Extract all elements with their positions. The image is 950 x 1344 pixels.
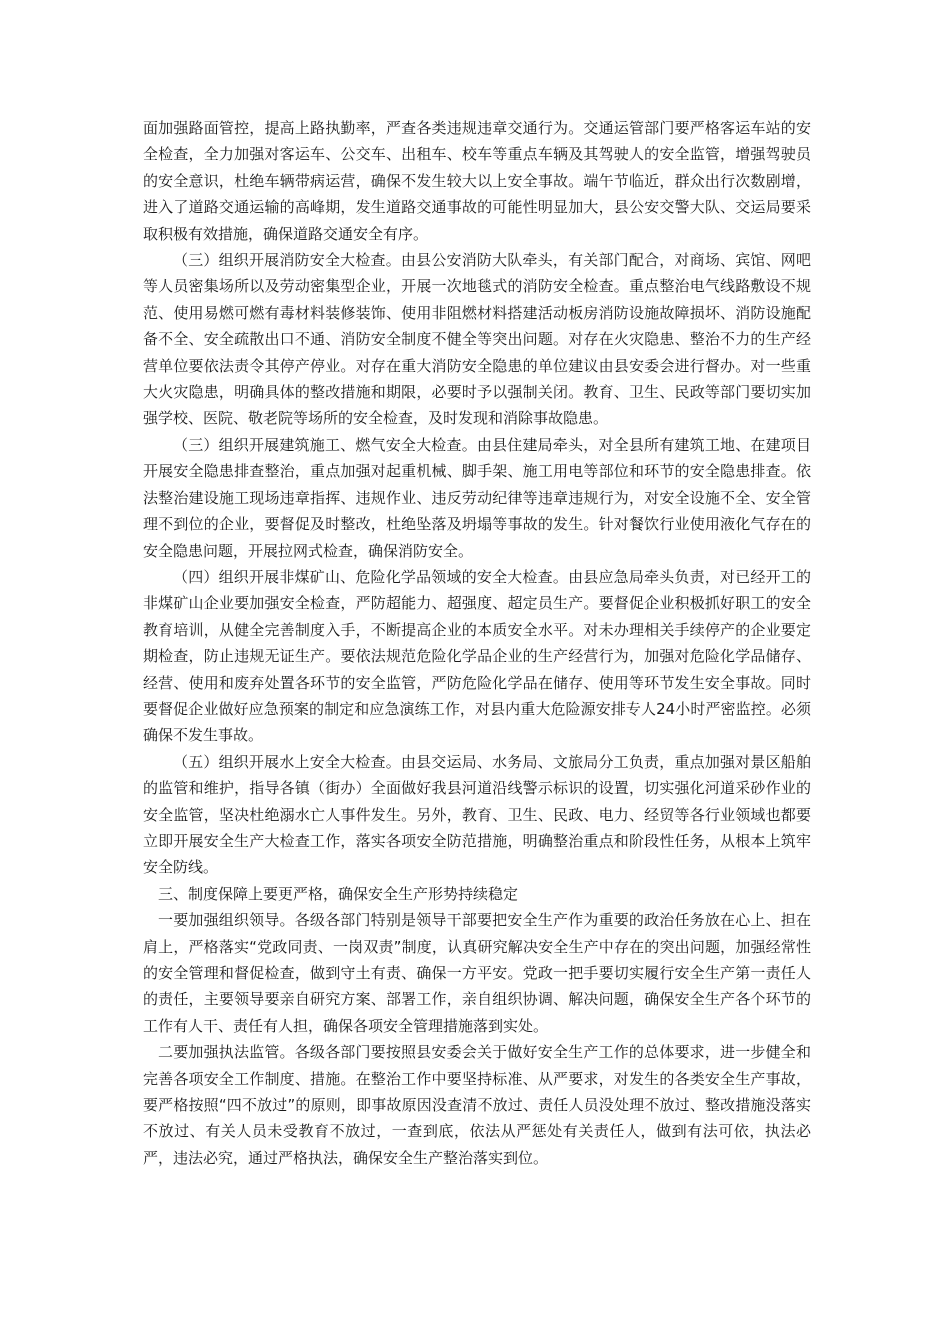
paragraph-fire-safety: （三）组织开展消防安全大检查。由县公安消防大队牵头，有关部门配合，对商场、宾馆、网吧等人员密集场所以及劳动密集型企业，开展一次地毯式的消防安全检查。重点整治电气线路敷设不规范、使用易燃可燃有毒材料装修装饰、使用非阻燃材料搭建活动板房消防设施故障损坏、消防设施配备不全、安全疏散出口不通、消防安全制度不健全等突出问题。对存在火灾隐患、整治不力的生产经营单位要依法责令其停产停业。对存在重大消防安全隐患的单位建议由县安委会进行督办。对一些重大火灾隐患，明确具体的整改措施和期限，必要时予以强制关闭。教育、卫生、民政等部门要切实加强学校、医院、敬老院等场所的安全检查，及时发现和消除事故隐患。 [143, 251, 811, 428]
paragraph-road-traffic: 面加强路面管控，提高上路执勤率，严查各类违规违章交通行为。交通运管部门要严格客运车站的安全检查，全力加强对客运车、公交车、出租车、校车等重点车辆及其驾驶人的安全监管，增强驾驶员的安全意识，杜绝车辆带病运营，确保不发生较大以上安全事故。端午节临近，群众出行次数剧增，进入了道路交通运输的高峰期，发生道路交通事故的可能性明显加大，县公安交警大队、交运局要采取积极有效措施，确保道路交通安全有序。 [143, 119, 811, 243]
paragraph-construction-gas: （三）组织开展建筑施工、燃气安全大检查。由县住建局牵头，对全县所有建筑工地、在建项目开展安全隐患排查整治，重点加强对起重机械、脚手架、施工用电等部位和环节的安全隐患排查。依法整治建设施工现场违章指挥、违规作业、违反劳动纪律等违章违规行为，对安全设施不全、安全管理不到位的企业，要督促及时整改，杜绝坠落及坍塌等事故的发生。针对餐饮行业使用液化气存在的安全隐患问题，开展拉网式检查，确保消防安全。 [143, 435, 811, 560]
paragraph-leadership: 一要加强组织领导。各级各部门特别是领导干部要把安全生产作为重要的政治任务放在心上、担在肩上，严格落实“党政同责、一岗双责”制度，认真研究解决安全生产中存在的突出问题，加强经常性的安全管理和督促检查，做到守土有责、确保一方平安。党政一把手要切实履行安全生产第一责任人的责任，主要领导要亲自研究方案、部署工作，亲自组织协调、解决问题，确保安全生产各个环节的工作有人干、责任有人担，确保各项安全管理措施落到实处。 [143, 911, 811, 1035]
document-body [143, 115, 811, 1171]
paragraph-mining-chemicals: （四）组织开展非煤矿山、危险化学品领域的安全大检查。由县应急局牵头负责，对已经开工的非煤矿山企业要加强安全检查，严防超能力、超强度、超定员生产。要督促企业积极抓好职工的安全教育培训，从健全完善制度入手，不断提高企业的本质安全水平。对未办理相关手续停产的企业要定期检查，防止违规无证生产。要依法规范危险化学品企业的生产经营行为，加强对危险化学品储存、经营、使用和废弃处置各环节的安全监管，严防危险化学品在储存、使用等环节发生安全事故。同时要督促企业做好应急预案的制定和应急演练工作，对县内重大危险源安排专人24小时严密监控。必须确保不发生事故。 [143, 567, 811, 745]
paragraph-water-safety: （五）组织开展水上安全大检查。由县交运局、水务局、文旅局分工负责，重点加强对景区船舶的监管和维护，指导各镇（街办）全面做好我县河道沿线警示标识的设置，切实强化河道采砂作业的安全监管，坚决杜绝溺水亡人事件发生。另外，教育、卫生、民政、电力、经贸等各行业领域也都要立即开展安全生产大检查工作，落实各项安全防范措施，明确整治重点和阶段性任务，从根本上筑牢安全防线。 [143, 752, 811, 877]
paragraph-enforcement: 二要加强执法监管。各级各部门要按照县安委会关于做好安全生产工作的总体要求，进一步健全和完善各项安全工作制度、措施。在整治工作中要坚持标准、从严要求，对发生的各类安全生产事故，要严格按照“四不放过”的原则，即事故原因没查清不放过、责任人员没处理不放过、整改措施没落实不放过、有关人员未受教育不放过，一查到底，依法从严惩处有关责任人，做到有法可依，执法必严，违法必究，通过严格执法，确保安全生产整治落实到位。 [143, 1043, 811, 1167]
section-heading-institutional: 三、制度保障上要更严格，确保安全生产形势持续稳定 [158, 884, 519, 903]
